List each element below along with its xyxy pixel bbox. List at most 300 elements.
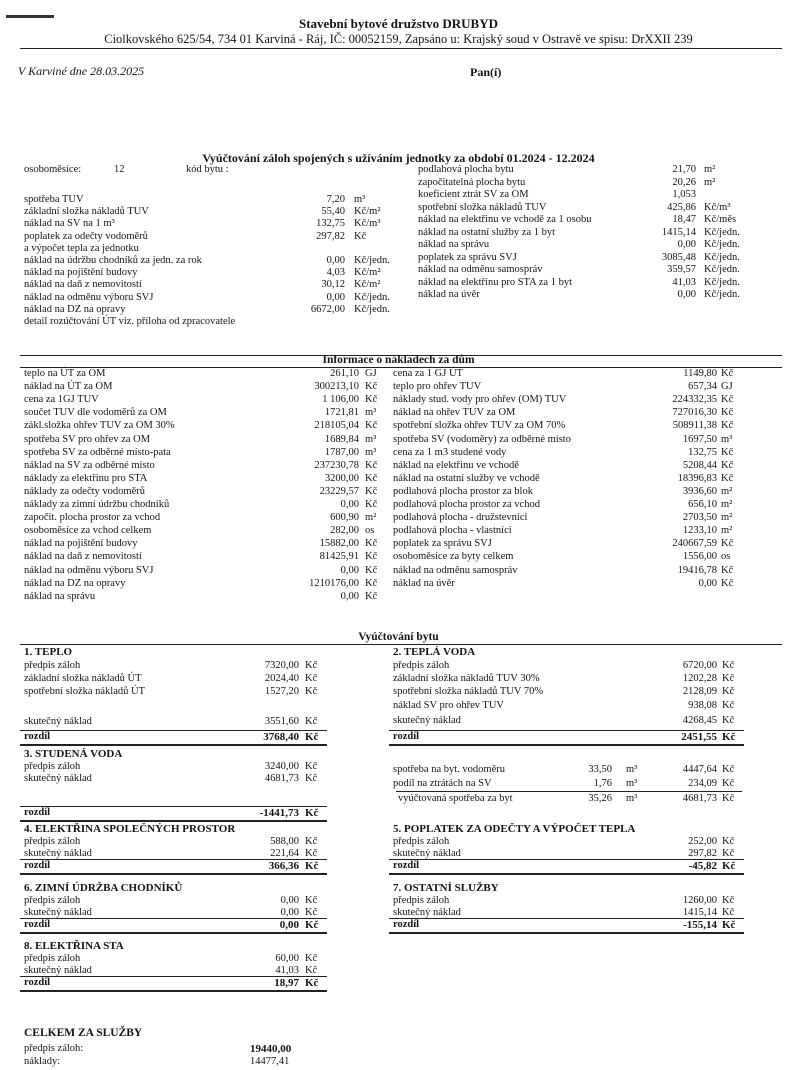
rozdil-label: rozdíl: [393, 860, 420, 872]
row-unit: Kč: [305, 686, 318, 697]
row-value: 359,57: [667, 264, 696, 275]
row-unit: Kč: [722, 895, 735, 906]
row-label: náklad na úvěr: [393, 577, 455, 589]
row-label: poplatek za odečty vodoměrů: [24, 230, 148, 242]
detail-label: podíl na ztrátách na SV: [393, 778, 492, 789]
row-value: 15882,00: [319, 538, 359, 550]
row-value: 237230,78: [314, 459, 359, 471]
row-value: 4,03: [326, 267, 345, 279]
row-label: cena za 1GJ TUV: [24, 394, 99, 406]
row-label: koeficient ztrát SV za OM: [418, 189, 529, 200]
row-unit: Kč/m³: [704, 201, 731, 213]
row-value: 1202,28: [682, 673, 717, 684]
section-title: 8. ELEKTŘINA STA: [24, 940, 124, 952]
row-unit: Kč: [722, 836, 735, 847]
row-value: 657,34: [688, 381, 717, 393]
rozdil-label: rozdíl: [393, 919, 420, 931]
row-value: 297,82: [688, 848, 717, 860]
row-label: skutečný náklad: [24, 848, 92, 860]
row-unit: GJ: [721, 381, 733, 393]
row-value: 7320,00: [264, 660, 299, 671]
detail-qty-unit: m³: [626, 778, 638, 789]
row-label: náklad na SV za odběrné místo: [24, 459, 155, 471]
row-unit: Kč: [722, 848, 735, 860]
total-title: CELKEM ZA SLUŽBY: [24, 1027, 143, 1039]
row-unit: Kč: [365, 551, 378, 563]
row-unit: Kč: [365, 420, 378, 432]
row-unit: m³: [365, 407, 377, 419]
rozdil-value: -155,14: [683, 919, 717, 932]
row-unit: Kč: [721, 446, 734, 458]
row-unit: Kč: [305, 660, 318, 671]
row-unit: Kč/měs: [704, 214, 737, 225]
row-unit: Kč: [721, 577, 734, 589]
row-value: 7,20: [326, 194, 345, 205]
row-value: 0,00: [340, 499, 359, 510]
row-value: 6720,00: [682, 660, 717, 671]
row-label: předpis záloh: [24, 761, 81, 772]
row-value: 2024,40: [264, 673, 299, 684]
row-unit: Kč: [365, 577, 378, 589]
row-label: předpis záloh: [24, 953, 81, 964]
row-label: spotřební složka ohřev TUV za OM 70%: [393, 420, 566, 432]
section-rule-bottom: [20, 932, 327, 934]
row-value: 938,08: [688, 700, 717, 711]
rozdil-label: rozdíl: [24, 919, 51, 931]
detail-qty: 33,50: [588, 764, 612, 775]
row-label: náklad na odměnu samospráv: [418, 264, 543, 275]
row-unit: m²: [721, 512, 733, 524]
rozdil-value: -1441,73: [259, 807, 299, 819]
rozdil-unit: Kč: [305, 731, 319, 743]
row-value: 1 106,00: [322, 394, 359, 406]
row-value: 41,03: [275, 965, 299, 977]
row-unit: Kč/m²: [354, 279, 381, 291]
row-label: náklad na DZ na opravy: [24, 577, 126, 589]
row-label: náklady za zimní údržbu chodníků: [24, 499, 170, 510]
row-unit: Kč: [365, 564, 378, 576]
row-label: náklad na daň z nemovitostí: [24, 279, 142, 291]
row-label: spotřeba SV za odběrné místo-pata: [24, 446, 171, 458]
row-unit: Kč/jedn.: [704, 226, 740, 238]
row-value: 0,00: [698, 577, 717, 589]
row-value: 4268,45: [682, 715, 717, 726]
detail-label: spotřeba na byt. vodoměru: [393, 764, 505, 775]
row-label: podlahová plocha - vlastníci: [393, 525, 512, 537]
rozdil-label: rozdíl: [393, 731, 420, 742]
row-unit: m³: [365, 433, 377, 445]
org-address: Ciolkovského 625/54, 734 01 Karviná - Ráj, IČ: 00052159, Zapsáno u: Krajský soud v Ostravě ve spisu: DrXXII 239: [104, 32, 693, 46]
row-unit: Kč/m²: [354, 206, 381, 218]
section-rule-bottom: [20, 990, 327, 992]
row-unit: Kč: [365, 538, 378, 550]
settlement-rule: [20, 644, 782, 645]
row-value: 132,75: [688, 446, 717, 458]
rozdil-value: 3768,40: [263, 731, 299, 743]
row-value: 0,00: [340, 564, 359, 576]
row-unit: Kč: [305, 836, 318, 847]
row-unit: Kč: [721, 472, 734, 484]
row-label: náklad na elektřinu ve vchodě: [393, 459, 519, 471]
row-label: předpis záloh: [393, 660, 450, 671]
row-value: 23229,57: [319, 485, 359, 497]
row-unit: Kč: [722, 660, 735, 671]
row-unit: m³: [721, 433, 733, 445]
row-label: náklad na pojištění budovy: [24, 538, 138, 550]
row-value: 3240,00: [264, 761, 299, 772]
detail-value: 234,09: [688, 778, 717, 789]
row-unit: Kč: [305, 716, 318, 727]
detail-qty-unit: m³: [626, 793, 638, 804]
row-value: 3551,60: [264, 716, 299, 727]
row-value: 0,00: [326, 255, 345, 266]
row-label: náklad na správu: [24, 590, 96, 602]
row-unit: Kč: [305, 907, 318, 919]
row-unit: m²: [365, 512, 377, 524]
total-predpis-label: předpis záloh:: [24, 1043, 84, 1054]
document-title: Vyúčtování záloh spojených s užíváním jednotky za období 01.2024 - 12.2024: [202, 151, 595, 165]
row-label: předpis záloh: [24, 836, 81, 847]
row-unit: Kč: [721, 368, 734, 379]
row-label: náklady za odečty vodoměrů: [24, 485, 145, 497]
row-label: náklad na ÚT za OM: [24, 381, 113, 393]
row-unit: Kč: [305, 773, 318, 785]
row-label: spotřební složka nákladů TUV 70%: [393, 686, 544, 697]
row-label: náklad na ostatní služby za 1 byt: [418, 226, 556, 238]
row-label: započit. plocha prostor za vchod: [24, 512, 161, 524]
row-unit: Kč: [365, 472, 378, 484]
row-unit: m²: [704, 164, 716, 175]
section-rule-bottom: [389, 744, 744, 746]
rozdil-value: 0,00: [279, 919, 299, 932]
row-label: spotřeba TUV: [24, 194, 84, 205]
osobomesice-label: osoboměsíce:: [24, 164, 82, 175]
row-label: předpis záloh: [24, 895, 81, 906]
row-value: 6672,00: [310, 303, 345, 315]
row-value: 5208,44: [682, 459, 717, 471]
row-value: 1556,00: [682, 551, 717, 563]
row-value: 0,00: [677, 289, 696, 300]
row-label: předpis záloh: [393, 836, 450, 847]
rozdil-unit: Kč: [305, 919, 319, 932]
settlement-title: Vyúčtování bytu: [358, 631, 439, 643]
row-unit: os: [721, 551, 731, 563]
row-label: skutečný náklad: [24, 907, 92, 919]
row-value: 1260,00: [682, 895, 717, 906]
rozdil-unit: Kč: [722, 860, 736, 873]
row-unit: Kč/m²: [354, 267, 381, 279]
row-label: náklad na pojištění budovy: [24, 267, 138, 279]
row-value: 1,053: [672, 189, 696, 200]
total-naklady-value: 14477,41: [250, 1056, 290, 1067]
kod-bytu-label: kód bytu :: [186, 164, 229, 175]
row-unit: Kč: [365, 459, 378, 471]
row-unit: Kč: [305, 848, 318, 860]
row-label: náklad na ohřev TUV za OM: [393, 407, 516, 419]
place-date: V Karviné dne 28.03.2025: [18, 64, 145, 78]
section-title: 4. ELEKTŘINA SPOLEČNÝCH PROSTOR: [24, 823, 236, 835]
rozdil-unit: Kč: [305, 977, 319, 990]
recipient: Pan(í): [470, 65, 502, 79]
row-unit: m²: [721, 485, 733, 497]
total-naklady-label: náklady:: [24, 1056, 61, 1067]
row-value: 19416,78: [677, 564, 717, 576]
row-label: spotřební složka nákladů ÚT: [24, 686, 146, 697]
row-unit: Kč: [721, 394, 734, 406]
row-value: 1787,00: [324, 446, 359, 458]
row-label: náklady stud. vody pro ohřev (OM) TUV: [393, 394, 567, 406]
row-label: spotřeba SV pro ohřev za OM: [24, 433, 151, 445]
row-value: 21,70: [672, 164, 696, 175]
row-value: 3936,60: [682, 485, 717, 497]
detail-rule: [396, 791, 742, 792]
row-label: předpis záloh: [393, 895, 450, 906]
row-value: 81425,91: [319, 551, 359, 563]
rozdil-label: rozdíl: [24, 977, 51, 989]
row-label: podlahová plocha bytu: [418, 164, 514, 175]
rozdil-label: rozdíl: [24, 860, 51, 872]
row-label: poplatek za správu SVJ: [418, 251, 517, 263]
row-unit: Kč/jedn.: [704, 251, 740, 263]
row-label: osoboměsíce za byty celkem: [393, 551, 514, 563]
row-unit: Kč: [722, 700, 735, 711]
row-label: detail rozúčtování ÚT viz. příloha od zpracovatele: [24, 316, 236, 327]
row-label: poplatek za správu SVJ: [393, 538, 492, 550]
row-value: 282,00: [330, 525, 359, 537]
row-unit: Kč: [365, 381, 378, 393]
row-label: skutečný náklad: [24, 773, 92, 785]
section-title: 7. OSTATNÍ SLUŽBY: [393, 882, 499, 894]
row-unit: Kč: [305, 953, 318, 964]
detail-unit: Kč: [722, 793, 735, 804]
row-label: základní složka nákladů TUV: [24, 206, 149, 218]
row-value: 656,10: [688, 499, 717, 510]
row-unit: Kč: [365, 485, 378, 497]
detail-qty-unit: m³: [626, 764, 638, 775]
row-label: základní složka nákladů ÚT: [24, 673, 142, 684]
row-value: 1415,14: [661, 226, 696, 238]
row-unit: GJ: [365, 368, 377, 379]
row-value: 1415,14: [682, 907, 717, 919]
row-label: skutečný náklad: [393, 848, 461, 860]
row-unit: Kč: [305, 761, 318, 772]
row-label: teplo pro ohřev TUV: [393, 381, 482, 393]
row-unit: Kč/jedn.: [354, 303, 390, 315]
row-label: osoboměsíce za vchod celkem: [24, 525, 152, 537]
row-value: 221,64: [270, 848, 299, 860]
row-value: 1721,81: [324, 407, 359, 419]
row-unit: Kč: [721, 407, 734, 419]
row-unit: Kč: [365, 499, 378, 510]
detail-qty: 1,76: [593, 778, 612, 789]
row-value: 240667,59: [672, 538, 717, 550]
section-title: 6. ZIMNÍ ÚDRŽBA CHODNÍKŮ: [24, 882, 183, 894]
row-value: 0,00: [280, 907, 299, 919]
detail-unit: Kč: [722, 764, 735, 775]
row-unit: m³: [365, 446, 377, 458]
section-rule-bottom: [20, 873, 327, 875]
house-title: Informace o nákladech za dům: [322, 354, 475, 366]
row-unit: Kč: [365, 590, 378, 602]
row-label: náklad na odměnu samospráv: [393, 564, 518, 576]
row-value: 41,03: [672, 276, 696, 288]
row-label: skutečný náklad: [393, 907, 461, 919]
row-label: náklad na ostatní služby ve vchodě: [393, 472, 540, 484]
row-label: teplo na ÚT za OM: [24, 368, 106, 379]
osobomesice-value: 12: [114, 164, 125, 175]
row-value: 218105,04: [314, 420, 359, 432]
row-label: náklad na odměnu výboru SVJ: [24, 564, 154, 576]
row-label: základní složka nákladů TUV 30%: [393, 673, 540, 684]
rozdil-unit: Kč: [722, 919, 736, 932]
row-unit: Kč: [354, 230, 367, 242]
section-rule-bottom: [389, 873, 744, 875]
row-label: podlahová plocha prostor za blok: [393, 485, 533, 497]
row-label: náklad na odměnu výboru SVJ: [24, 291, 154, 303]
row-value: 20,26: [672, 176, 696, 188]
row-value: 1149,80: [683, 368, 717, 379]
section-rule-bottom: [389, 932, 744, 934]
section-rule-bottom: [20, 744, 327, 746]
row-value: 1210176,00: [309, 577, 359, 589]
row-unit: Kč: [721, 564, 734, 576]
row-unit: Kč: [722, 907, 735, 919]
row-unit: Kč: [365, 394, 378, 406]
row-label: zákl.složka ohřev TUV za OM 30%: [24, 420, 175, 432]
row-value: 0,00: [280, 895, 299, 906]
section-title: 2. TEPLÁ VODA: [393, 646, 476, 658]
row-label: náklad na daň z nemovitostí: [24, 551, 142, 563]
row-label: náklady za elektřinu pro STA: [24, 472, 148, 484]
rozdil-label: rozdíl: [24, 807, 51, 818]
row-unit: m²: [721, 499, 733, 510]
rozdil-value: 366,36: [268, 860, 299, 873]
row-unit: Kč: [722, 686, 735, 697]
row-label: započitatelná plocha bytu: [418, 176, 526, 188]
row-unit: Kč/jedn.: [704, 264, 740, 275]
detail-label: vyúčtovaná spotřeba za byt: [398, 793, 513, 804]
row-label: skutečný náklad: [24, 965, 92, 977]
row-value: 0,00: [677, 239, 696, 250]
row-label: součet TUV dle vodoměrů za OM: [24, 407, 167, 419]
rozdil-value: -45,82: [688, 860, 717, 873]
rozdil-label: rozdíl: [24, 731, 51, 742]
row-value: 2128,09: [682, 686, 717, 697]
row-unit: m³: [354, 194, 366, 205]
rozdil-value: 18,97: [274, 977, 299, 990]
row-value: 600,90: [330, 512, 359, 524]
total-predpis-value: 19440,00: [250, 1043, 292, 1055]
row-label: spotřební složka nákladů TUV: [418, 201, 547, 213]
row-value: 297,82: [316, 230, 345, 242]
row-value: 3200,00: [324, 472, 359, 484]
row-unit: os: [365, 525, 375, 537]
row-unit: Kč: [722, 673, 735, 684]
row-value: 132,75: [316, 218, 345, 230]
row-value: 55,40: [321, 206, 345, 218]
row-value: 1689,84: [324, 433, 359, 445]
row-unit: Kč: [721, 459, 734, 471]
row-label: náklad na elektřinu pro STA za 1 byt: [418, 276, 572, 288]
row-label: náklad na úvěr: [418, 289, 480, 300]
row-value: 18,47: [672, 214, 696, 225]
org-name: Stavební bytové družstvo DRUBYD: [299, 16, 498, 31]
row-label: předpis záloh: [24, 660, 81, 671]
row-unit: Kč: [305, 895, 318, 906]
row-label: náklad na SV na 1 m³: [24, 218, 115, 230]
row-value: 3085,48: [661, 251, 696, 263]
row-value: 4681,73: [264, 773, 299, 785]
rozdil-unit: Kč: [722, 731, 736, 743]
row-unit: Kč: [305, 965, 318, 977]
row-unit: Kč/jedn.: [354, 291, 390, 303]
row-unit: m²: [721, 525, 733, 537]
row-label: a výpočet tepla za jednotku: [24, 242, 139, 254]
row-value: 261,10: [330, 368, 359, 379]
section-title: 3. STUDENÁ VODA: [24, 748, 123, 760]
section-title: 1. TEPLO: [24, 646, 73, 658]
row-value: 0,00: [326, 291, 345, 303]
row-unit: Kč: [305, 673, 318, 684]
row-unit: Kč: [722, 715, 735, 726]
row-label: skutečný náklad: [24, 716, 92, 727]
row-value: 18396,83: [677, 472, 717, 484]
row-unit: Kč: [721, 420, 734, 432]
row-value: 224332,35: [672, 394, 717, 406]
row-value: 727016,30: [672, 407, 717, 419]
row-value: 0,00: [340, 590, 359, 602]
row-label: náklad na elektřinu ve vchodě za 1 osobu: [418, 214, 592, 225]
row-label: skutečný náklad: [393, 715, 461, 726]
row-value: 2703,50: [682, 512, 717, 524]
detail-value: 4681,73: [682, 793, 717, 804]
row-unit: Kč/jedn.: [354, 255, 390, 266]
row-unit: Kč/jedn.: [704, 276, 740, 288]
row-label: cena za 1 GJ ÚT: [393, 368, 463, 379]
row-value: 588,00: [270, 836, 299, 847]
row-unit: Kč: [721, 538, 734, 550]
rozdil-value: 2451,55: [681, 731, 717, 743]
row-label: náklad na správu: [418, 239, 490, 250]
section-rule-bottom: [20, 820, 327, 822]
row-value: 300213,10: [314, 381, 359, 393]
row-label: spotřeba SV (vodoměry) za odběrné místo: [393, 433, 571, 445]
row-unit: Kč/m³: [354, 218, 381, 230]
row-value: 425,86: [667, 201, 696, 213]
row-value: 252,00: [688, 836, 717, 847]
row-label: náklad na DZ na opravy: [24, 303, 126, 315]
row-label: podlahová plocha prostor za vchod: [393, 499, 540, 510]
row-unit: Kč/jedn.: [704, 289, 740, 300]
section-title: 5. POPLATEK ZA ODEČTY A VÝPOČET TEPLA: [393, 823, 636, 835]
row-value: 1233,10: [682, 525, 717, 537]
detail-unit: Kč: [722, 778, 735, 789]
detail-qty: 35,26: [588, 793, 612, 804]
rozdil-unit: Kč: [305, 860, 319, 873]
row-value: 1697,50: [682, 433, 717, 445]
row-value: 1527,20: [264, 686, 299, 697]
header-rule: [20, 48, 782, 49]
rozdil-unit: Kč: [305, 807, 319, 819]
row-value: 508911,38: [672, 420, 717, 432]
detail-value: 4447,64: [682, 764, 717, 775]
row-unit: Kč/jedn.: [704, 239, 740, 250]
row-label: náklad SV pro ohřev TUV: [393, 700, 505, 711]
row-label: podlahová plocha - družstevníci: [393, 512, 528, 524]
row-unit: m²: [704, 176, 716, 188]
row-value: 30,12: [321, 279, 345, 291]
row-value: 60,00: [275, 953, 299, 964]
